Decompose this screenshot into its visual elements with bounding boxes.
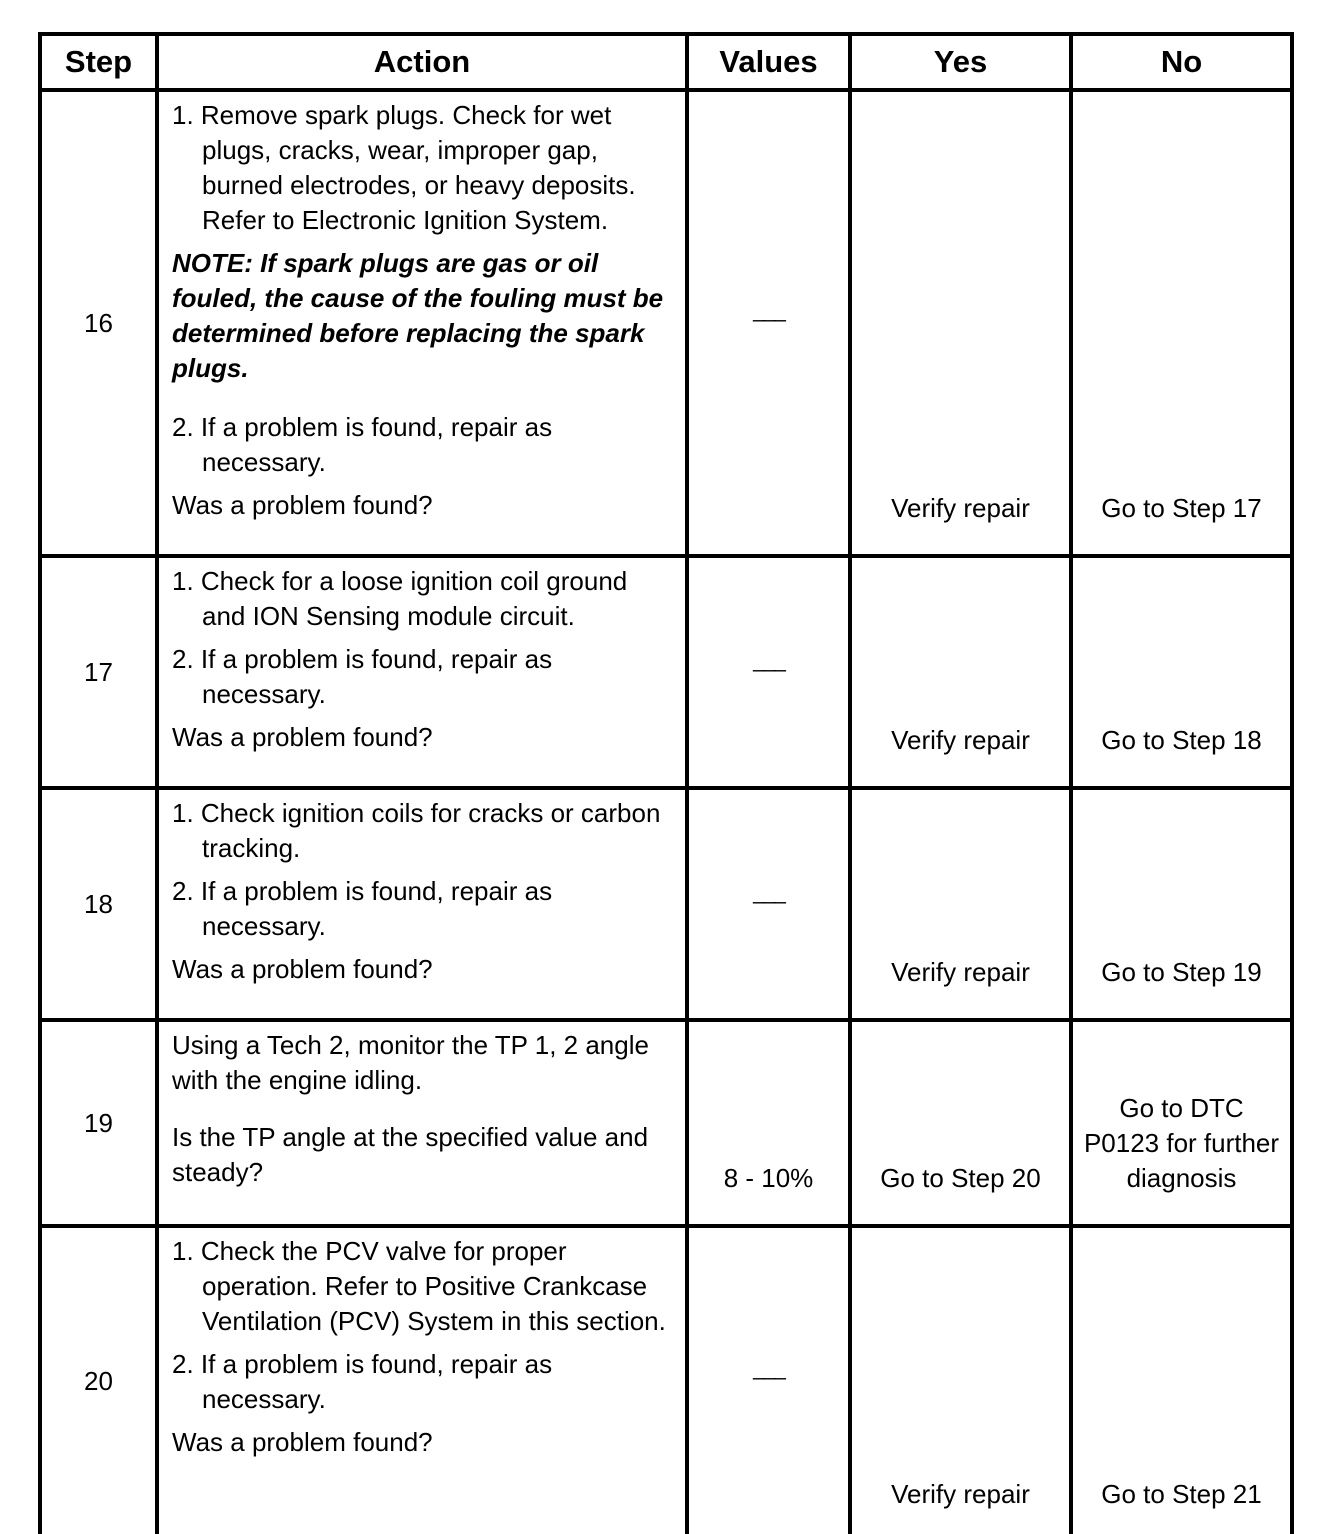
no-cell xyxy=(1071,788,1292,1020)
action-item: 2. If a problem is found, repair as necessary. xyxy=(172,412,553,477)
table-row xyxy=(40,556,1292,788)
values-cell xyxy=(687,90,850,556)
action-question: Was a problem found? xyxy=(172,954,433,984)
table-header-row xyxy=(40,34,1292,90)
action-item: 2. If a problem is found, repair as necessary. xyxy=(172,876,553,941)
yes-result: Go to Step 20 xyxy=(880,1163,1041,1193)
yes-cell xyxy=(850,1020,1071,1226)
action-cell xyxy=(157,556,687,788)
table-row xyxy=(40,788,1292,1020)
step-number: 19 xyxy=(40,1020,157,1226)
no-result: Go to Step 19 xyxy=(1101,957,1262,987)
action-question: Is the TP angle at the specified value and steady? xyxy=(172,1122,649,1187)
step-number: 17 xyxy=(40,556,157,788)
table-row xyxy=(40,1226,1292,1534)
yes-cell xyxy=(850,1226,1071,1534)
values-blank: ___ xyxy=(753,647,784,672)
yes-result: Verify repair xyxy=(891,1479,1030,1509)
diagnostic-table-container xyxy=(38,32,1290,1534)
action-cell xyxy=(157,1226,687,1534)
no-cell xyxy=(1071,1020,1292,1226)
header-action: Action xyxy=(157,34,687,90)
no-cell xyxy=(1071,556,1292,788)
table-row xyxy=(40,90,1292,556)
yes-result: Verify repair xyxy=(891,725,1030,755)
values-blank: ___ xyxy=(753,1355,784,1380)
diagnostic-table xyxy=(38,32,1294,1534)
values-spec: 8 - 10% xyxy=(723,1163,814,1193)
no-cell xyxy=(1071,1226,1292,1534)
no-result: Go to DTC P0123 for further diagnosis xyxy=(1083,1093,1280,1193)
yes-cell xyxy=(850,90,1071,556)
action-cell xyxy=(157,1020,687,1226)
values-blank: ___ xyxy=(753,879,784,904)
action-cell xyxy=(157,90,687,556)
values-cell xyxy=(687,1020,850,1226)
values-cell xyxy=(687,556,850,788)
no-result: Go to Step 18 xyxy=(1101,725,1262,755)
action-item: 2. If a problem is found, repair as necessary. xyxy=(172,1349,553,1414)
action-item: 1. Check for a loose ignition coil ground and ION Sensing module circuit. xyxy=(172,566,628,631)
values-blank: ___ xyxy=(753,297,784,322)
action-item: 1. Check ignition coils for cracks or carbon tracking. xyxy=(172,798,661,863)
step-number: 20 xyxy=(40,1226,157,1534)
yes-cell xyxy=(850,788,1071,1020)
header-values: Values xyxy=(687,34,850,90)
yes-result: Verify repair xyxy=(891,957,1030,987)
header-yes: Yes xyxy=(850,34,1071,90)
no-result: Go to Step 21 xyxy=(1101,1479,1262,1509)
action-question: Was a problem found? xyxy=(172,490,433,520)
action-note: NOTE: If spark plugs are gas or oil fouled, the cause of the fouling must be determined before replacing the spark plugs. xyxy=(172,248,664,383)
header-step: Step xyxy=(40,34,157,90)
action-paragraph: Using a Tech 2, monitor the TP 1, 2 angle with the engine idling. xyxy=(172,1030,649,1095)
action-item: 2. If a problem is found, repair as necessary. xyxy=(172,644,553,709)
table-row xyxy=(40,1020,1292,1226)
values-cell xyxy=(687,1226,850,1534)
values-cell xyxy=(687,788,850,1020)
action-question: Was a problem found? xyxy=(172,1427,433,1457)
action-question: Was a problem found? xyxy=(172,722,433,752)
step-number: 16 xyxy=(40,90,157,556)
action-item: 1. Check the PCV valve for proper operation. Refer to Positive Crankcase Ventilation (PCV) System in this section. xyxy=(172,1236,666,1336)
header-no: No xyxy=(1071,34,1292,90)
yes-result: Verify repair xyxy=(891,493,1030,523)
no-result: Go to Step 17 xyxy=(1101,493,1262,523)
action-item: 1. Remove spark plugs. Check for wet plugs, cracks, wear, improper gap, burned electrodes, or heavy deposits. Refer to Electronic Ignition System. xyxy=(172,100,636,235)
no-cell xyxy=(1071,90,1292,556)
step-number: 18 xyxy=(40,788,157,1020)
action-cell xyxy=(157,788,687,1020)
yes-cell xyxy=(850,556,1071,788)
